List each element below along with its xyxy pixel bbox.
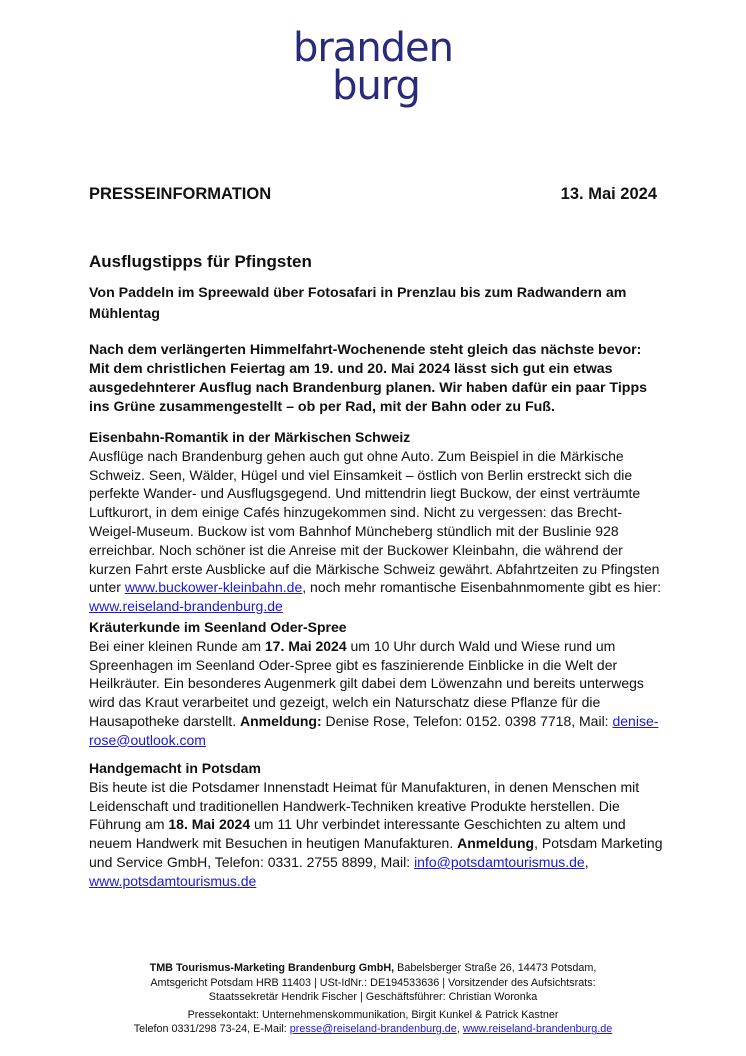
presse-email-link[interactable]: presse@reiseland-brandenburg.de: [289, 1023, 457, 1036]
footer-line-4: Pressekontakt: Unternehmenskommunikation, Birgit Kunkel & Patrick Kastner: [187, 1008, 559, 1021]
brandenburg-logo: [0, 25, 746, 109]
section-body: Bis heute ist die Potsdamer Innenstadt Heimat für Manufakturen, in denen Menschen mit Leidenschaft und traditionellen Handwerk-Techniken kreative Produkte herstellen. Die Führung am 18. Mai 2024 um 11 Uhr verbindet interessante Geschichten zu altem und neuem Handwerk mit Besuchen in heutigen Manufakturen. Anmeldung, Potsdam Marketing und Service GmbH, Telefon: 0331. 2755 8899, Mail: info@potsdamtourismus.de, www.potsdamtourismus.de: [89, 778, 663, 889]
page-subtitle: Von Paddeln im Spreewald über Fotosafari in Prenzlau bis zum Radwandern am Mühlentag: [89, 285, 627, 322]
section-body: Ausflüge nach Brandenburg gehen auch gut ohne Auto. Zum Beispiel in die Märkische Schweiz. Seen, Wälder, Hügel und viel Einsamkeit – östlich von Berlin erstreckt sich die perfekte Wander- und Ausflugsgegend. Und mittendrin liegt Buckow, der einst verträumte Luftkurort, in dem einige Cafés hinzugekommen sind. Nicht zu vergessen: das Brecht-Weigel-Museum. Buckow ist vom Bahnhof Müncheberg stündlich mit der Buslinie 928 erreichbar. Noch schöner ist die Anreise mit der Buckower Kleinbahn, die während der kurzen Fahrt erste Ausblicke auf die Märkische Schweiz gewährt. Abfahrtzeiten zu Pfingsten unter www.buckower-kleinbahn.de, noch mehr romantische Eisenbahnmomente gibt es hier: www.reiseland-brandenburg.de: [89, 447, 661, 615]
denise-rose-email-link[interactable]: denise-rose@outlook.com: [89, 712, 659, 748]
section-kraeuterkunde: [89, 618, 664, 750]
potsdamtourismus-web-link[interactable]: www.potsdamtourismus.de: [89, 872, 257, 889]
logo-line-2: burg: [332, 63, 420, 109]
section-body: Bei einer kleinen Runde am 17. Mai 2024 um 10 Uhr durch Wald und Wiese rund um Spreenhagen im Seenland Oder-Spree gibt es faszinierende Einblicke in die Welt der Heilkräuter. Ein besonderes Augenmerk gilt dabei dem Löwenzahn und bereits unterwegs wird das Kraut verarbeitet und gezeigt, welch ein Naturschatz diese Pflanze für die Hausapotheke darstellt. Anmeldung: Denise Rose, Telefon: 0152. 0398 7718, Mail: denise-rose@outlook.com: [89, 637, 659, 748]
section-handgemacht: [89, 759, 664, 891]
press-label: PRESSEINFORMATION: [89, 185, 272, 203]
reiseland-link[interactable]: www.reiseland-brandenburg.de: [89, 598, 283, 615]
press-header: [89, 185, 657, 207]
logo-line-1: branden: [292, 25, 454, 71]
section-heading: Handgemacht in Potsdam: [89, 760, 261, 776]
reiseland-web-link[interactable]: www.reiseland-brandenburg.de: [462, 1023, 613, 1036]
footer-line-5: Telefon 0331/298 73-24, E-Mail: presse@reiseland-brandenburg.de, www.reiseland-brandenburg.de: [133, 1023, 613, 1036]
footer-line-1: TMB Tourismus-Marketing Brandenburg GmbH, Babelsberger Straße 26, 14473 Potsdam,: [149, 962, 597, 974]
footer-line-2: Amtsgericht Potsdam HRB 11403 | USt-IdNr.: DE194533636 | Vorsitzender des Aufsichtsrats:: [150, 976, 596, 989]
section-heading: Kräuterkunde im Seenland Oder-Spree: [89, 619, 347, 635]
lead-paragraph: Nach dem verlängerten Himmelfahrt-Wochenende steht gleich das nächste bevor: Mit dem christlichen Feiertag am 19. und 20. Mai 2024 lässt sich gut ein etwas ausgedehnterer Ausflug nach Brandenburg planen. Wir haben dafür ein paar Tipps ins Grüne zusammengestellt – ob per Rad, mit der Bahn oder zu Fuß.: [89, 342, 647, 415]
section-heading: Eisenbahn-Romantik in der Märkischen Schweiz: [89, 429, 411, 445]
potsdamtourismus-email-link[interactable]: info@potsdamtourismus.de: [414, 853, 585, 870]
footer: [60, 961, 686, 1037]
footer-line-3: Staatssekretär Hendrik Fischer | Geschäftsführer: Christian Woronka: [208, 991, 538, 1004]
page-title: Ausflugstipps für Pfingsten: [89, 252, 312, 271]
buckower-kleinbahn-link[interactable]: www.buckower-kleinbahn.de: [124, 579, 303, 596]
press-date: 13. Mai 2024: [560, 185, 657, 203]
section-eisenbahn: [89, 428, 664, 616]
